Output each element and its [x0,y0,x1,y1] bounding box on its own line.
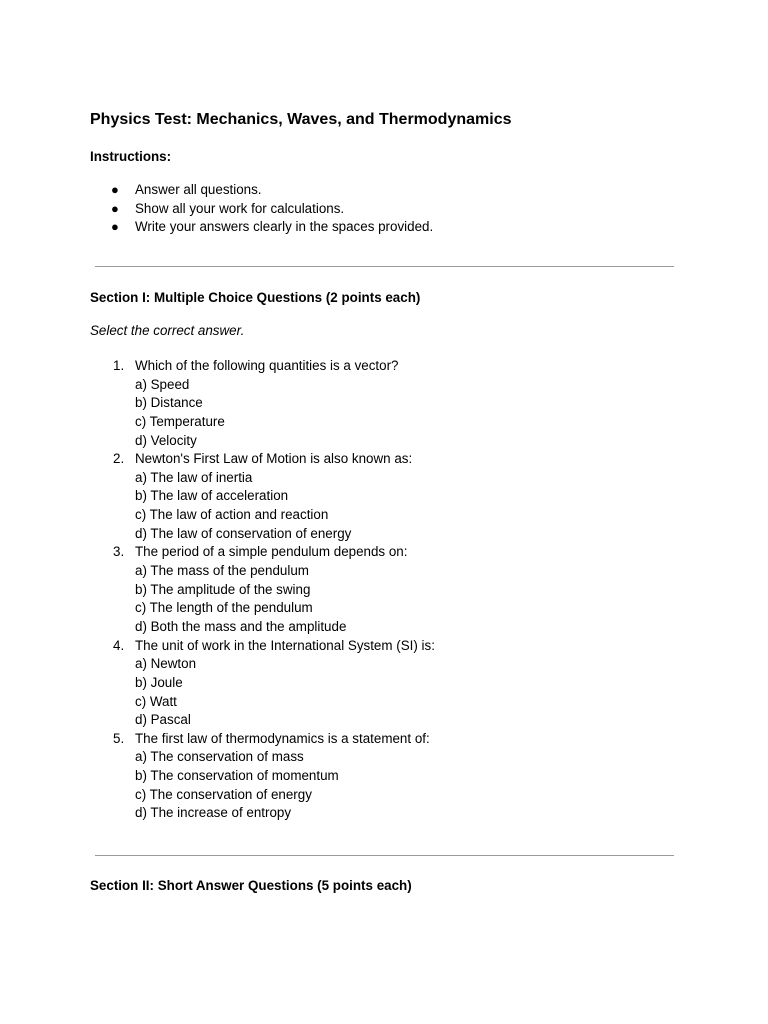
question-number: 5. [113,730,125,746]
bullet-icon: ● [111,182,119,197]
question-text: The unit of work in the International System (SI) is: [135,637,435,653]
section-divider [95,855,674,856]
answer-option-text: d) The law of conservation of energy [135,525,352,541]
section-2-heading: Section II: Short Answer Questions (5 points each) [90,878,412,893]
section-divider [95,266,674,267]
instruction-text: Write your answers clearly in the spaces provided. [135,219,434,235]
answer-option-text: d) Both the mass and the amplitude [135,618,347,634]
question-text: The period of a simple pendulum depends on: [135,544,408,560]
question-number: 2. [113,451,125,467]
instructions-heading: Instructions: [90,149,172,164]
answer-option-text: a) Newton [135,656,197,672]
answer-option-text: d) Velocity [135,432,197,448]
question-number: 1. [113,358,125,373]
answer-option-text: a) The mass of the pendulum [135,563,309,579]
answer-option-text: a) The conservation of mass [135,749,304,765]
question-number: 3. [113,544,125,560]
answer-option-text: a) The law of inertia [135,469,253,485]
answer-option-text: b) The amplitude of the swing [135,581,311,597]
question-number: 4. [113,637,125,653]
answer-option-text: b) The law of acceleration [135,488,289,504]
section-1-intro: Select the correct answer. [90,323,245,338]
answer-option-text: c) Watt [135,693,177,709]
answer-option-text: b) The conservation of momentum [135,768,339,784]
answer-option-text: d) Pascal [135,712,191,728]
instruction-text: Show all your work for calculations. [135,200,345,216]
section-1-heading: Section I: Multiple Choice Questions (2 points each) [90,290,421,305]
answer-option-text: a) Speed [135,376,190,392]
answer-option-text: c) Temperature [135,413,225,429]
answer-option-text: c) The conservation of energy [135,786,312,802]
answer-option-text: b) Distance [135,395,203,411]
instruction-text: Answer all questions. [135,182,262,197]
question-text: The first law of thermodynamics is a statement of: [135,730,430,746]
bullet-icon: ● [111,219,119,235]
bullet-icon: ● [111,200,119,216]
answer-option-text: c) The law of action and reaction [135,507,329,523]
answer-option-text: d) The increase of entropy [135,805,292,821]
question-text: Newton's First Law of Motion is also known as: [135,451,413,467]
answer-option-text: c) The length of the pendulum [135,600,313,616]
document-title: Physics Test: Mechanics, Waves, and Thermodynamics [90,111,512,128]
question-text: Which of the following quantities is a vector? [135,358,399,373]
answer-option-text: b) Joule [135,674,183,690]
